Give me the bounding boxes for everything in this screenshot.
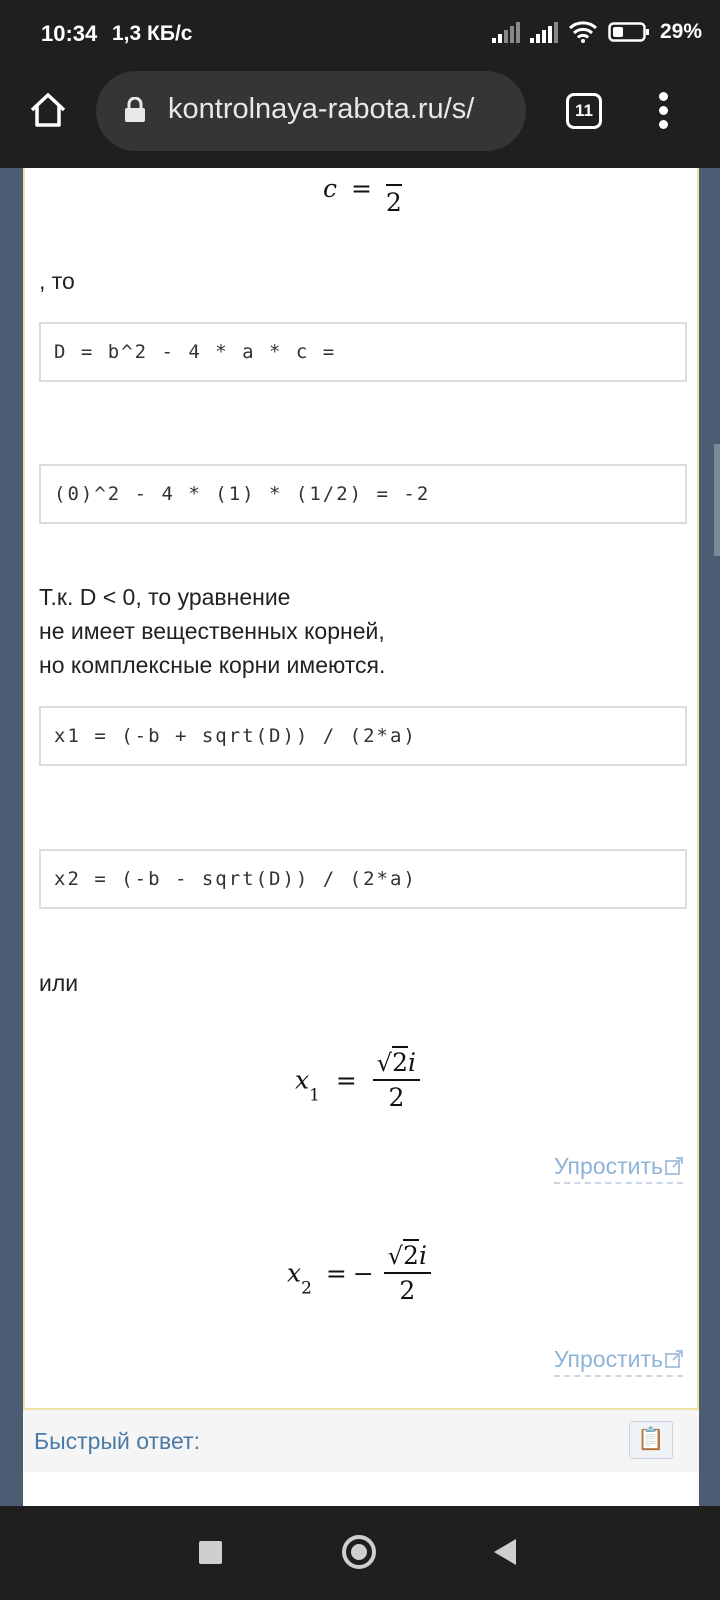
code-block: D = b^2 - 4 * a * c = (39, 322, 687, 382)
signal-icon (530, 21, 558, 43)
scrollbar[interactable] (714, 444, 720, 556)
or-text: или (39, 970, 79, 996)
signal-icon (492, 21, 520, 43)
home-nav-icon[interactable] (342, 1535, 376, 1569)
fraction: $\frac{√2i}{2}$ (384, 1241, 431, 1305)
clipboard-icon: 📋 (637, 1426, 665, 1451)
quick-answer-label: Быстрый ответ: (34, 1428, 200, 1454)
tab-switcher-button[interactable]: 11 (566, 93, 602, 129)
url-text: kontrolnaya-rabota.ru/s/ (168, 93, 475, 125)
clipboard-button[interactable] (629, 1421, 673, 1459)
battery-icon (608, 21, 650, 43)
content-strip (23, 1472, 699, 1506)
browser-toolbar (0, 70, 720, 168)
navigation-bar (0, 1506, 720, 1600)
fraction: $\frac{√2i}{2}$ (373, 1048, 420, 1112)
solution-panel (23, 168, 699, 1410)
quick-answer-bar (23, 1410, 699, 1472)
back-icon[interactable] (494, 1539, 516, 1565)
external-link-icon (665, 1350, 683, 1368)
code-block: (0)^2 - 4 * (1) * (1/2) = -2 (39, 464, 687, 524)
wifi-icon (568, 21, 598, 43)
discriminant-note: Т.к. D < 0, то уравнение не имеет вещественных корней, но комплексные корни имеются. (39, 584, 386, 678)
code-block: x1 = (-b + sqrt(D)) / (2*a) (39, 706, 687, 766)
status-icons (492, 20, 702, 44)
address-bar[interactable] (96, 71, 526, 151)
menu-icon[interactable] (654, 90, 674, 130)
network-speed: 1,3 КБ/с (112, 22, 193, 45)
simplify-link[interactable]: Упростить (554, 1153, 683, 1184)
recents-icon[interactable] (199, 1541, 222, 1564)
code-block: x2 = (-b - sqrt(D)) / (2*a) (39, 849, 687, 909)
battery-percent: 29% (659, 20, 702, 43)
x1-formula: $x_1$ = $\frac{√2i}{2}$ (295, 1048, 420, 1112)
then-text: , то (39, 268, 75, 294)
lock-icon (124, 97, 146, 123)
status-time: 10:34 (41, 21, 98, 46)
simplify-link[interactable]: Упростить (554, 1346, 683, 1377)
status-bar (0, 0, 720, 70)
fraction: 2 (386, 168, 402, 217)
c-formula: c = 2 (323, 168, 402, 217)
external-link-icon (665, 1157, 683, 1175)
home-icon[interactable] (28, 90, 68, 130)
x2-formula: $x_2$ = − $\frac{√2i}{2}$ (287, 1241, 431, 1305)
web-page (0, 168, 720, 1506)
